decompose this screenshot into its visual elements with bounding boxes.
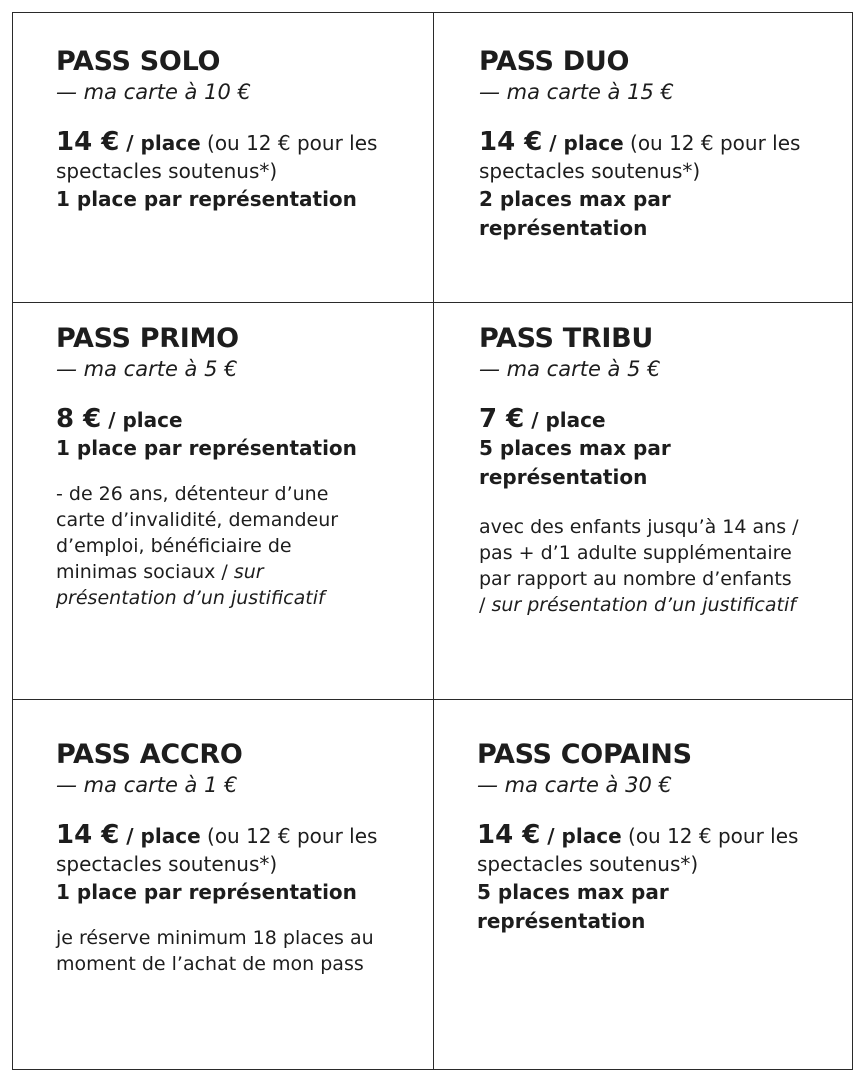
pass-subtitle: — ma carte à 1 € bbox=[56, 773, 238, 797]
pass-price-unit: / place bbox=[101, 408, 183, 432]
pass-places: 1 place par représentation bbox=[56, 187, 357, 211]
pass-reduced-price: (ou 12 € pour les spectacles soutenus*) bbox=[479, 131, 801, 183]
pass-places: 1 place par représentation bbox=[56, 880, 357, 904]
pass-places: 5 places max par représentation bbox=[479, 436, 671, 489]
pass-conditions-text: - de 26 ans, détenteur d’une carte d’invalidité, demandeur d’emploi, bénéficiaire de minimas sociaux / bbox=[56, 483, 339, 583]
pass-price-line bbox=[477, 821, 807, 878]
column-divider bbox=[433, 13, 434, 1069]
pass-subtitle: — ma carte à 10 € bbox=[56, 80, 251, 104]
pass-card-copains bbox=[477, 739, 807, 936]
row-divider bbox=[13, 302, 852, 303]
pass-conditions-proof: sur présentation d’un justificatif bbox=[56, 561, 325, 609]
pass-price: 7 € bbox=[479, 404, 525, 434]
pass-conditions bbox=[56, 481, 374, 611]
pass-title: PASS PRIMO bbox=[56, 323, 239, 354]
pass-price-line bbox=[56, 821, 386, 878]
pass-price: 14 € bbox=[477, 820, 541, 850]
pass-price-unit: / place bbox=[524, 408, 606, 432]
pass-title: PASS TRIBU bbox=[479, 323, 654, 354]
pass-price: 14 € bbox=[479, 127, 543, 157]
pass-price-unit: / place bbox=[540, 824, 622, 848]
pass-reduced-price: (ou 12 € pour les spectacles soutenus*) bbox=[56, 131, 378, 183]
pass-title: PASS SOLO bbox=[56, 46, 221, 77]
pass-places: 1 place par représentation bbox=[56, 436, 357, 460]
pass-subtitle: — ma carte à 30 € bbox=[477, 773, 672, 797]
pass-places: 2 places max par représentation bbox=[479, 187, 671, 240]
pass-price: 14 € bbox=[56, 127, 120, 157]
pass-price-unit: / place bbox=[119, 131, 201, 155]
pass-price: 8 € bbox=[56, 404, 102, 434]
pass-title: PASS ACCRO bbox=[56, 739, 243, 770]
pass-title: PASS COPAINS bbox=[477, 739, 692, 770]
pass-places: 5 places max par représentation bbox=[477, 880, 669, 933]
pass-subtitle: — ma carte à 5 € bbox=[479, 357, 661, 381]
pass-price-unit: / place bbox=[542, 131, 624, 155]
pass-price-line bbox=[56, 405, 386, 434]
row-divider bbox=[13, 699, 852, 700]
pass-conditions-text: avec des enfants jusqu’à 14 ans / pas + d’1 adulte supplémentaire par rapport au nombre d’enfants / bbox=[479, 516, 799, 616]
pass-price-line bbox=[56, 128, 386, 185]
pass-reduced-price: (ou 12 € pour les spectacles soutenus*) bbox=[56, 824, 378, 876]
pass-price-line bbox=[479, 405, 809, 434]
pass-card-tribu bbox=[479, 323, 809, 618]
pass-card-solo bbox=[56, 46, 386, 214]
pass-price-line bbox=[479, 128, 809, 185]
pass-conditions-text: je réserve minimum 18 places au moment de l’achat de mon pass bbox=[56, 927, 374, 975]
pass-price: 14 € bbox=[56, 820, 120, 850]
pass-card-duo bbox=[479, 46, 809, 243]
pass-card-accro bbox=[56, 739, 386, 977]
pass-conditions bbox=[56, 925, 374, 977]
pass-reduced-price: (ou 12 € pour les spectacles soutenus*) bbox=[477, 824, 799, 876]
pass-subtitle: — ma carte à 5 € bbox=[56, 357, 238, 381]
pass-title: PASS DUO bbox=[479, 46, 630, 77]
pass-subtitle: — ma carte à 15 € bbox=[479, 80, 674, 104]
pass-price-unit: / place bbox=[119, 824, 201, 848]
pass-card-primo bbox=[56, 323, 386, 611]
pass-conditions-proof: sur présentation d’un justificatif bbox=[491, 594, 796, 616]
pass-conditions bbox=[479, 514, 799, 618]
